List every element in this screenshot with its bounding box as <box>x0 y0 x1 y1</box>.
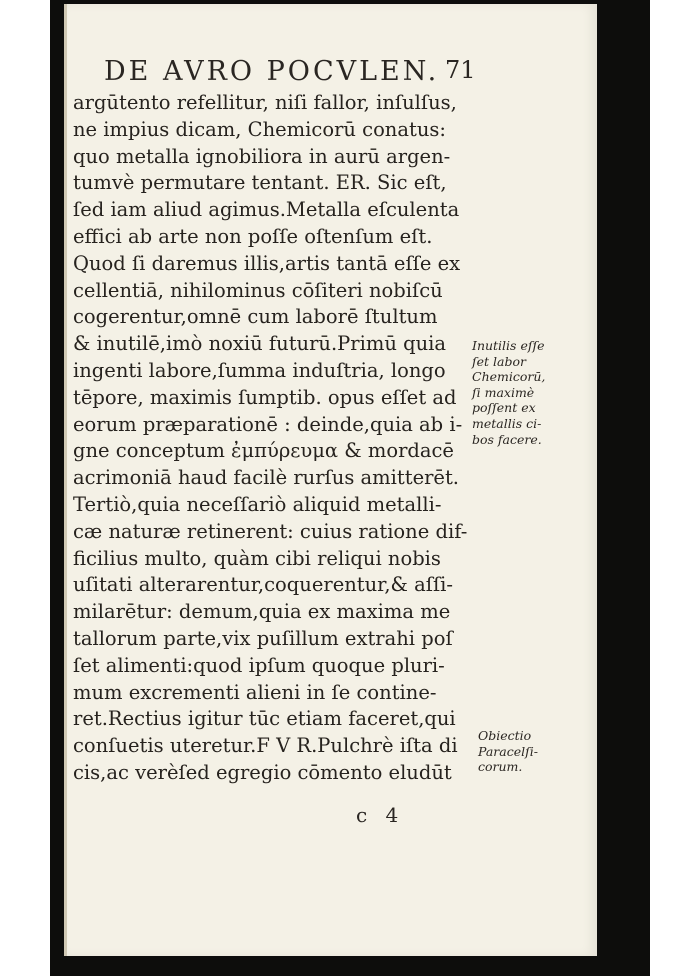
body-line: uſitati alterarentur,coquerentur,& aſſi- <box>73 573 454 597</box>
body-line: tallorum parte,vix puſillum extrahi poſ <box>73 626 453 650</box>
running-head: DE AVRO POCVLEN. <box>104 56 440 87</box>
page-number: 71 <box>445 56 476 84</box>
body-line: ret.Rectius igitur tūc etiam faceret,qui <box>73 707 456 731</box>
signature-mark: c 4 <box>356 803 405 827</box>
margin-note-line: corum. <box>478 759 523 775</box>
body-line: gne conceptum ἐμπύρευμα & mordacē <box>73 439 454 463</box>
body-line: cis,ac verèſed egregio cōmento eludūt <box>73 760 452 784</box>
margin-note-line: ſet labor <box>472 353 526 369</box>
body-line: & inutilē,imò noxiū futurū.Primū quia <box>73 332 446 356</box>
margin-note-line: Inutilis eſſe <box>472 338 545 353</box>
margin-note-line: Chemicorū, <box>472 369 546 385</box>
body-line: cogerentur,omnē cum laborē ſtultum <box>73 305 438 329</box>
body-line: acrimoniā haud facilè rurſus amitterēt. <box>73 466 460 490</box>
margin-note-inutilis <box>472 338 568 447</box>
body-line: Quod ſi daremus illis,artis tantā eſſe ex <box>73 251 461 275</box>
body-text <box>73 90 483 787</box>
body-line: argūtento refellitur, niſi fallor, inſulſus, <box>73 91 457 114</box>
body-line: Tertiò,quia neceſſariò aliquid metalli- <box>73 492 442 516</box>
margin-note-line: ſi maximè <box>472 384 535 400</box>
body-line: quo metalla ignobiliora in aurū argen- <box>73 144 451 168</box>
body-line: tēpore, maximis ſumptib. opus eſſet ad <box>73 385 457 409</box>
margin-note-obiectio <box>478 728 568 775</box>
body-line: ne impius dicam, Chemicorū conatus: <box>73 117 446 141</box>
margin-note-line: metallis ci- <box>472 415 542 431</box>
body-line: effici ab arte non poſſe oſtenſum eſt. <box>73 224 433 248</box>
body-line: ſed iam aliud agimus.Metalla eſculenta <box>73 198 460 222</box>
margin-note-line: poſſent ex <box>472 400 536 416</box>
body-line: conſuetis uteretur.F V R.Pulchrè iſta di <box>73 734 458 758</box>
body-line: milarētur: demum,quia ex maxima me <box>73 600 451 624</box>
body-line: ingenti labore,ſumma induſtria, longo <box>73 358 446 382</box>
body-line: eorum præparationē : deinde,quia ab i- <box>73 412 463 436</box>
body-line: cæ naturæ retinerent: cuius ratione dif- <box>73 519 468 543</box>
body-line: ſet alimenti:quod ipſum quoque pluri- <box>73 653 445 677</box>
body-line: cellentiā, nihilominus cōſiteri nobiſcū <box>73 278 443 302</box>
body-line: ficilius multo, quàm cibi reliqui nobis <box>73 546 441 570</box>
body-line: tumvè permutare tentant. ER. Sic eſt, <box>73 171 447 195</box>
body-line: mum excrementi alieni in ſe contine- <box>73 680 437 704</box>
margin-note-line: Paracelſi- <box>478 743 538 759</box>
margin-note-line: bos facere. <box>472 431 542 447</box>
margin-note-line: Obiectio <box>478 728 532 743</box>
